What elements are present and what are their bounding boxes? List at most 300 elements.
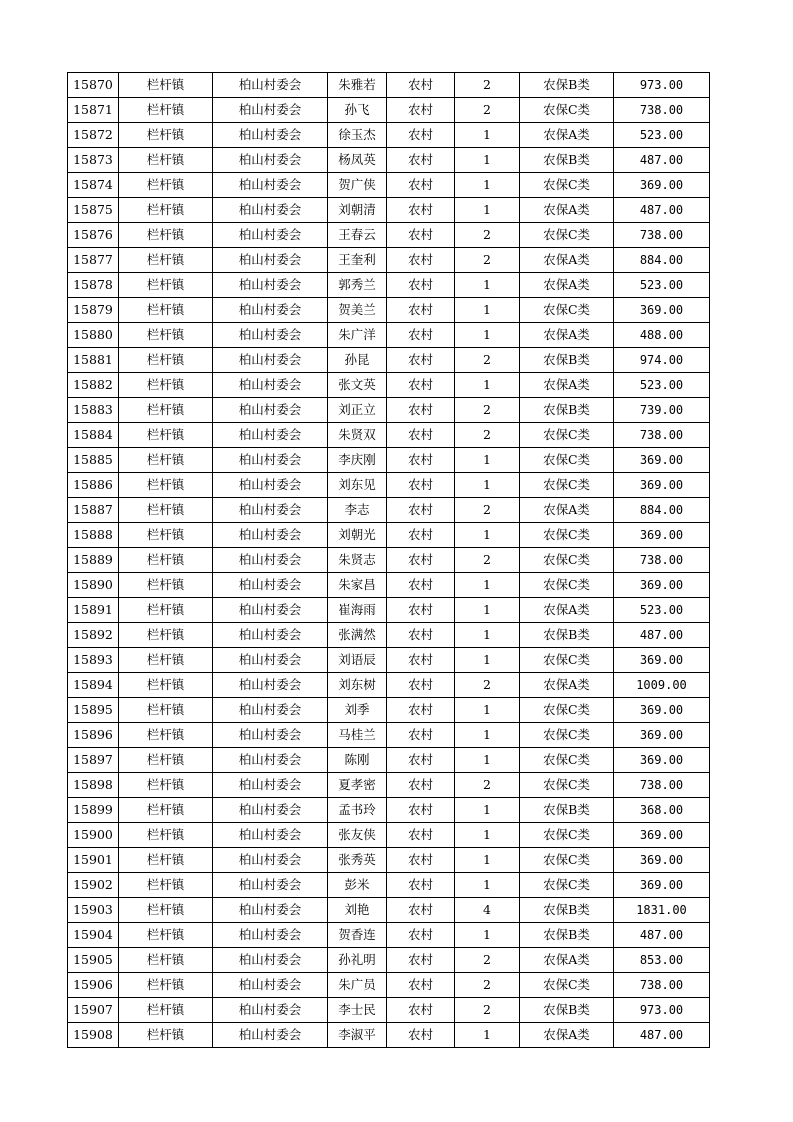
table-row — [68, 273, 710, 298]
document-sheet — [67, 72, 710, 1048]
name-cell: 朱家昌 — [328, 573, 387, 598]
amount-cell: 738.00 — [614, 973, 710, 998]
person-count-cell: 1 — [455, 523, 520, 548]
village-cell: 柏山村委会 — [213, 398, 328, 423]
record-id-cell: 15883 — [68, 398, 119, 423]
area-type-cell: 农村 — [387, 473, 455, 498]
area-type-cell: 农村 — [387, 923, 455, 948]
area-type-cell: 农村 — [387, 798, 455, 823]
village-cell: 柏山村委会 — [213, 148, 328, 173]
insurance-category-cell: 农保C类 — [520, 223, 614, 248]
area-type-cell: 农村 — [387, 773, 455, 798]
table-row — [68, 798, 710, 823]
record-id-cell: 15895 — [68, 698, 119, 723]
village-cell: 柏山村委会 — [213, 573, 328, 598]
insurance-category-cell: 农保A类 — [520, 498, 614, 523]
area-type-cell: 农村 — [387, 298, 455, 323]
village-cell: 柏山村委会 — [213, 773, 328, 798]
village-cell: 柏山村委会 — [213, 173, 328, 198]
village-cell: 柏山村委会 — [213, 623, 328, 648]
name-cell: 张满然 — [328, 623, 387, 648]
town-cell: 栏杆镇 — [119, 648, 213, 673]
insurance-category-cell: 农保A类 — [520, 273, 614, 298]
table-row — [68, 148, 710, 173]
name-cell: 李志 — [328, 498, 387, 523]
record-id-cell: 15884 — [68, 423, 119, 448]
area-type-cell: 农村 — [387, 673, 455, 698]
town-cell: 栏杆镇 — [119, 398, 213, 423]
amount-cell: 523.00 — [614, 373, 710, 398]
person-count-cell: 2 — [455, 73, 520, 98]
person-count-cell: 2 — [455, 548, 520, 573]
amount-cell: 487.00 — [614, 923, 710, 948]
area-type-cell: 农村 — [387, 123, 455, 148]
town-cell: 栏杆镇 — [119, 973, 213, 998]
insurance-category-cell: 农保B类 — [520, 148, 614, 173]
village-cell: 柏山村委会 — [213, 198, 328, 223]
town-cell: 栏杆镇 — [119, 448, 213, 473]
amount-cell: 369.00 — [614, 523, 710, 548]
record-id-cell: 15888 — [68, 523, 119, 548]
insurance-category-cell: 农保C类 — [520, 698, 614, 723]
table-row — [68, 598, 710, 623]
name-cell: 徐玉杰 — [328, 123, 387, 148]
amount-cell: 523.00 — [614, 598, 710, 623]
town-cell: 栏杆镇 — [119, 773, 213, 798]
table-row — [68, 898, 710, 923]
person-count-cell: 2 — [455, 398, 520, 423]
table-row — [68, 348, 710, 373]
person-count-cell: 2 — [455, 498, 520, 523]
insurance-category-cell: 农保A类 — [520, 248, 614, 273]
area-type-cell: 农村 — [387, 573, 455, 598]
record-id-cell: 15879 — [68, 298, 119, 323]
amount-cell: 973.00 — [614, 998, 710, 1023]
table-row — [68, 773, 710, 798]
village-cell: 柏山村委会 — [213, 123, 328, 148]
area-type-cell: 农村 — [387, 448, 455, 473]
village-cell: 柏山村委会 — [213, 823, 328, 848]
town-cell: 栏杆镇 — [119, 1023, 213, 1048]
insurance-category-cell: 农保A类 — [520, 948, 614, 973]
insurance-category-cell: 农保C类 — [520, 723, 614, 748]
record-id-cell: 15890 — [68, 573, 119, 598]
town-cell: 栏杆镇 — [119, 948, 213, 973]
village-cell: 柏山村委会 — [213, 673, 328, 698]
village-cell: 柏山村委会 — [213, 523, 328, 548]
insurance-category-cell: 农保C类 — [520, 773, 614, 798]
area-type-cell: 农村 — [387, 998, 455, 1023]
insurance-category-cell: 农保B类 — [520, 348, 614, 373]
amount-cell: 487.00 — [614, 198, 710, 223]
village-cell: 柏山村委会 — [213, 323, 328, 348]
name-cell: 刘正立 — [328, 398, 387, 423]
area-type-cell: 农村 — [387, 648, 455, 673]
name-cell: 张秀英 — [328, 848, 387, 873]
insurance-category-cell: 农保A类 — [520, 323, 614, 348]
record-id-cell: 15900 — [68, 823, 119, 848]
table-row — [68, 573, 710, 598]
record-id-cell: 15881 — [68, 348, 119, 373]
town-cell: 栏杆镇 — [119, 998, 213, 1023]
area-type-cell: 农村 — [387, 623, 455, 648]
amount-cell: 488.00 — [614, 323, 710, 348]
person-count-cell: 2 — [455, 248, 520, 273]
table-row — [68, 523, 710, 548]
insurance-category-cell: 农保C类 — [520, 98, 614, 123]
table-row — [68, 998, 710, 1023]
table-row — [68, 423, 710, 448]
amount-cell: 369.00 — [614, 573, 710, 598]
town-cell: 栏杆镇 — [119, 848, 213, 873]
name-cell: 李庆刚 — [328, 448, 387, 473]
record-id-cell: 15874 — [68, 173, 119, 198]
name-cell: 朱广员 — [328, 973, 387, 998]
town-cell: 栏杆镇 — [119, 123, 213, 148]
village-cell: 柏山村委会 — [213, 73, 328, 98]
insurance-category-cell: 农保A类 — [520, 598, 614, 623]
table-row — [68, 98, 710, 123]
person-count-cell: 1 — [455, 573, 520, 598]
insurance-category-cell: 农保C类 — [520, 823, 614, 848]
person-count-cell: 1 — [455, 148, 520, 173]
town-cell: 栏杆镇 — [119, 148, 213, 173]
name-cell: 崔海雨 — [328, 598, 387, 623]
table-row — [68, 873, 710, 898]
town-cell: 栏杆镇 — [119, 673, 213, 698]
village-cell: 柏山村委会 — [213, 273, 328, 298]
table-row — [68, 198, 710, 223]
area-type-cell: 农村 — [387, 523, 455, 548]
town-cell: 栏杆镇 — [119, 823, 213, 848]
amount-cell: 487.00 — [614, 1023, 710, 1048]
town-cell: 栏杆镇 — [119, 423, 213, 448]
area-type-cell: 农村 — [387, 323, 455, 348]
name-cell: 刘朝清 — [328, 198, 387, 223]
table-row — [68, 548, 710, 573]
person-count-cell: 1 — [455, 848, 520, 873]
name-cell: 朱贤志 — [328, 548, 387, 573]
name-cell: 张友侠 — [328, 823, 387, 848]
record-id-cell: 15871 — [68, 98, 119, 123]
village-cell: 柏山村委会 — [213, 848, 328, 873]
amount-cell: 369.00 — [614, 173, 710, 198]
town-cell: 栏杆镇 — [119, 873, 213, 898]
person-count-cell: 1 — [455, 698, 520, 723]
insurance-category-cell: 农保A类 — [520, 373, 614, 398]
town-cell: 栏杆镇 — [119, 623, 213, 648]
name-cell: 刘东树 — [328, 673, 387, 698]
amount-cell: 369.00 — [614, 473, 710, 498]
table-row — [68, 748, 710, 773]
amount-cell: 369.00 — [614, 873, 710, 898]
insurance-category-cell: 农保A类 — [520, 673, 614, 698]
area-type-cell: 农村 — [387, 823, 455, 848]
record-id-cell: 15905 — [68, 948, 119, 973]
person-count-cell: 2 — [455, 973, 520, 998]
town-cell: 栏杆镇 — [119, 748, 213, 773]
record-id-cell: 15870 — [68, 73, 119, 98]
insurance-category-cell: 农保A类 — [520, 123, 614, 148]
name-cell: 刘语辰 — [328, 648, 387, 673]
insurance-category-cell: 农保C类 — [520, 473, 614, 498]
village-cell: 柏山村委会 — [213, 373, 328, 398]
name-cell: 刘季 — [328, 698, 387, 723]
town-cell: 栏杆镇 — [119, 273, 213, 298]
area-type-cell: 农村 — [387, 423, 455, 448]
record-id-cell: 15896 — [68, 723, 119, 748]
person-count-cell: 1 — [455, 598, 520, 623]
area-type-cell: 农村 — [387, 498, 455, 523]
name-cell: 朱雅若 — [328, 73, 387, 98]
person-count-cell: 1 — [455, 298, 520, 323]
village-cell: 柏山村委会 — [213, 723, 328, 748]
record-id-cell: 15876 — [68, 223, 119, 248]
person-count-cell: 4 — [455, 898, 520, 923]
table-row — [68, 223, 710, 248]
insurance-category-cell: 农保C类 — [520, 748, 614, 773]
person-count-cell: 1 — [455, 723, 520, 748]
village-cell: 柏山村委会 — [213, 698, 328, 723]
name-cell: 李淑平 — [328, 1023, 387, 1048]
amount-cell: 884.00 — [614, 498, 710, 523]
table-row — [68, 373, 710, 398]
amount-cell: 523.00 — [614, 123, 710, 148]
village-cell: 柏山村委会 — [213, 798, 328, 823]
name-cell: 彭米 — [328, 873, 387, 898]
name-cell: 杨凤英 — [328, 148, 387, 173]
village-cell: 柏山村委会 — [213, 948, 328, 973]
town-cell: 栏杆镇 — [119, 573, 213, 598]
village-cell: 柏山村委会 — [213, 423, 328, 448]
record-id-cell: 15891 — [68, 598, 119, 623]
area-type-cell: 农村 — [387, 223, 455, 248]
name-cell: 孟书玲 — [328, 798, 387, 823]
area-type-cell: 农村 — [387, 148, 455, 173]
insurance-category-cell: 农保C类 — [520, 523, 614, 548]
town-cell: 栏杆镇 — [119, 898, 213, 923]
name-cell: 朱广洋 — [328, 323, 387, 348]
town-cell: 栏杆镇 — [119, 548, 213, 573]
amount-cell: 369.00 — [614, 448, 710, 473]
amount-cell: 1831.00 — [614, 898, 710, 923]
village-cell: 柏山村委会 — [213, 248, 328, 273]
insurance-category-cell: 农保C类 — [520, 648, 614, 673]
person-count-cell: 1 — [455, 923, 520, 948]
record-id-cell: 15873 — [68, 148, 119, 173]
area-type-cell: 农村 — [387, 1023, 455, 1048]
insurance-category-cell: 农保C类 — [520, 573, 614, 598]
village-cell: 柏山村委会 — [213, 898, 328, 923]
name-cell: 朱贤双 — [328, 423, 387, 448]
allowance-table — [67, 72, 710, 1048]
person-count-cell: 2 — [455, 98, 520, 123]
name-cell: 张文英 — [328, 373, 387, 398]
insurance-category-cell: 农保B类 — [520, 798, 614, 823]
table-row — [68, 498, 710, 523]
table-row — [68, 448, 710, 473]
record-id-cell: 15901 — [68, 848, 119, 873]
table-row — [68, 673, 710, 698]
amount-cell: 369.00 — [614, 723, 710, 748]
table-row — [68, 248, 710, 273]
area-type-cell: 农村 — [387, 198, 455, 223]
town-cell: 栏杆镇 — [119, 98, 213, 123]
table-row — [68, 698, 710, 723]
record-id-cell: 15897 — [68, 748, 119, 773]
table-row — [68, 948, 710, 973]
person-count-cell: 1 — [455, 323, 520, 348]
person-count-cell: 2 — [455, 223, 520, 248]
person-count-cell: 2 — [455, 348, 520, 373]
amount-cell: 738.00 — [614, 773, 710, 798]
amount-cell: 738.00 — [614, 98, 710, 123]
table-body — [68, 73, 710, 1048]
record-id-cell: 15887 — [68, 498, 119, 523]
area-type-cell: 农村 — [387, 373, 455, 398]
amount-cell: 523.00 — [614, 273, 710, 298]
village-cell: 柏山村委会 — [213, 748, 328, 773]
amount-cell: 738.00 — [614, 223, 710, 248]
person-count-cell: 1 — [455, 623, 520, 648]
area-type-cell: 农村 — [387, 73, 455, 98]
town-cell: 栏杆镇 — [119, 798, 213, 823]
record-id-cell: 15875 — [68, 198, 119, 223]
village-cell: 柏山村委会 — [213, 298, 328, 323]
insurance-category-cell: 农保C类 — [520, 548, 614, 573]
area-type-cell: 农村 — [387, 973, 455, 998]
record-id-cell: 15886 — [68, 473, 119, 498]
town-cell: 栏杆镇 — [119, 598, 213, 623]
area-type-cell: 农村 — [387, 723, 455, 748]
town-cell: 栏杆镇 — [119, 73, 213, 98]
record-id-cell: 15894 — [68, 673, 119, 698]
record-id-cell: 15902 — [68, 873, 119, 898]
village-cell: 柏山村委会 — [213, 498, 328, 523]
table-row — [68, 173, 710, 198]
village-cell: 柏山村委会 — [213, 598, 328, 623]
record-id-cell: 15899 — [68, 798, 119, 823]
amount-cell: 738.00 — [614, 423, 710, 448]
person-count-cell: 1 — [455, 798, 520, 823]
record-id-cell: 15872 — [68, 123, 119, 148]
name-cell: 夏孝密 — [328, 773, 387, 798]
town-cell: 栏杆镇 — [119, 373, 213, 398]
record-id-cell: 15878 — [68, 273, 119, 298]
area-type-cell: 农村 — [387, 173, 455, 198]
person-count-cell: 1 — [455, 748, 520, 773]
record-id-cell: 15908 — [68, 1023, 119, 1048]
insurance-category-cell: 农保C类 — [520, 423, 614, 448]
amount-cell: 369.00 — [614, 748, 710, 773]
person-count-cell: 1 — [455, 1023, 520, 1048]
area-type-cell: 农村 — [387, 348, 455, 373]
area-type-cell: 农村 — [387, 98, 455, 123]
table-row — [68, 723, 710, 748]
town-cell: 栏杆镇 — [119, 523, 213, 548]
amount-cell: 369.00 — [614, 698, 710, 723]
insurance-category-cell: 农保C类 — [520, 848, 614, 873]
insurance-category-cell: 农保B类 — [520, 398, 614, 423]
area-type-cell: 农村 — [387, 248, 455, 273]
person-count-cell: 2 — [455, 673, 520, 698]
table-row — [68, 1023, 710, 1048]
record-id-cell: 15877 — [68, 248, 119, 273]
table-row — [68, 323, 710, 348]
amount-cell: 739.00 — [614, 398, 710, 423]
record-id-cell: 15880 — [68, 323, 119, 348]
town-cell: 栏杆镇 — [119, 248, 213, 273]
person-count-cell: 1 — [455, 198, 520, 223]
amount-cell: 487.00 — [614, 623, 710, 648]
village-cell: 柏山村委会 — [213, 348, 328, 373]
insurance-category-cell: 农保C类 — [520, 973, 614, 998]
town-cell: 栏杆镇 — [119, 298, 213, 323]
name-cell: 贺香连 — [328, 923, 387, 948]
table-row — [68, 923, 710, 948]
amount-cell: 973.00 — [614, 73, 710, 98]
name-cell: 王春云 — [328, 223, 387, 248]
name-cell: 陈刚 — [328, 748, 387, 773]
name-cell: 孙飞 — [328, 98, 387, 123]
village-cell: 柏山村委会 — [213, 923, 328, 948]
record-id-cell: 15893 — [68, 648, 119, 673]
record-id-cell: 15906 — [68, 973, 119, 998]
insurance-category-cell: 农保C类 — [520, 873, 614, 898]
name-cell: 王奎利 — [328, 248, 387, 273]
area-type-cell: 农村 — [387, 398, 455, 423]
town-cell: 栏杆镇 — [119, 498, 213, 523]
insurance-category-cell: 农保C类 — [520, 173, 614, 198]
village-cell: 柏山村委会 — [213, 1023, 328, 1048]
person-count-cell: 1 — [455, 173, 520, 198]
person-count-cell: 2 — [455, 948, 520, 973]
record-id-cell: 15892 — [68, 623, 119, 648]
record-id-cell: 15889 — [68, 548, 119, 573]
name-cell: 刘艳 — [328, 898, 387, 923]
area-type-cell: 农村 — [387, 898, 455, 923]
record-id-cell: 15903 — [68, 898, 119, 923]
person-count-cell: 1 — [455, 473, 520, 498]
area-type-cell: 农村 — [387, 698, 455, 723]
area-type-cell: 农村 — [387, 848, 455, 873]
table-row — [68, 298, 710, 323]
area-type-cell: 农村 — [387, 598, 455, 623]
insurance-category-cell: 农保A类 — [520, 1023, 614, 1048]
table-row — [68, 398, 710, 423]
name-cell: 李士民 — [328, 998, 387, 1023]
town-cell: 栏杆镇 — [119, 698, 213, 723]
name-cell: 马桂兰 — [328, 723, 387, 748]
area-type-cell: 农村 — [387, 948, 455, 973]
village-cell: 柏山村委会 — [213, 998, 328, 1023]
insurance-category-cell: 农保B类 — [520, 623, 614, 648]
record-id-cell: 15882 — [68, 373, 119, 398]
name-cell: 孙昆 — [328, 348, 387, 373]
record-id-cell: 15885 — [68, 448, 119, 473]
amount-cell: 487.00 — [614, 148, 710, 173]
name-cell: 孙礼明 — [328, 948, 387, 973]
insurance-category-cell: 农保C类 — [520, 298, 614, 323]
insurance-category-cell: 农保B类 — [520, 923, 614, 948]
amount-cell: 884.00 — [614, 248, 710, 273]
amount-cell: 853.00 — [614, 948, 710, 973]
person-count-cell: 2 — [455, 423, 520, 448]
table-row — [68, 648, 710, 673]
record-id-cell: 15907 — [68, 998, 119, 1023]
name-cell: 贺广侠 — [328, 173, 387, 198]
table-row — [68, 73, 710, 98]
